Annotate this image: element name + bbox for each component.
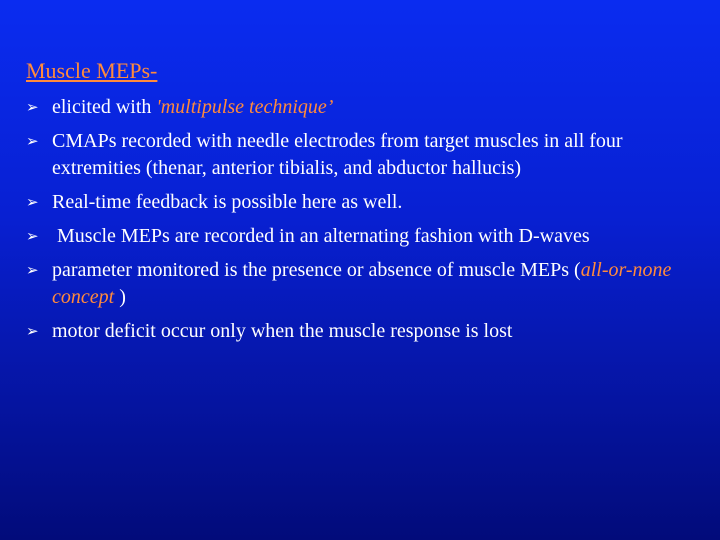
bullet-text: Real-time feedback is possible here as well. <box>52 191 403 213</box>
bullet-text: CMAPs recorded with needle electrodes from target muscles in all four extremities (thenar, anterior tibialis, and abductor hallucis) <box>52 130 623 179</box>
bullet-item <box>26 94 706 121</box>
bullet-text: Muscle MEPs are recorded in an alternating fashion with D-waves <box>52 225 590 247</box>
bullet-item <box>26 318 706 345</box>
arrowhead-bullet-icon: ➢ <box>26 193 39 211</box>
bullet-item <box>26 257 706 311</box>
arrowhead-bullet-icon: ➢ <box>26 98 39 116</box>
bullet-list <box>26 94 706 352</box>
arrowhead-bullet-icon: ➢ <box>26 132 39 150</box>
arrowhead-bullet-icon: ➢ <box>26 227 39 245</box>
arrowhead-bullet-icon: ➢ <box>26 322 39 340</box>
bullet-item <box>26 189 706 216</box>
bullet-text: parameter monitored is the presence or absence of muscle MEPs ( <box>52 259 581 281</box>
slide-heading: Muscle MEPs- <box>26 58 158 83</box>
bullet-text: elicited with <box>52 96 157 118</box>
bullet-emphasis: 'multipulse technique’ <box>156 96 334 118</box>
bullet-text-tail: ) <box>119 286 126 308</box>
bullet-emphasis: all-or-none concept <box>52 259 672 308</box>
bullet-item <box>26 128 706 182</box>
bullet-text: motor deficit occur only when the muscle response is lost <box>52 320 513 342</box>
bullet-item <box>26 223 706 250</box>
arrowhead-bullet-icon: ➢ <box>26 261 39 279</box>
